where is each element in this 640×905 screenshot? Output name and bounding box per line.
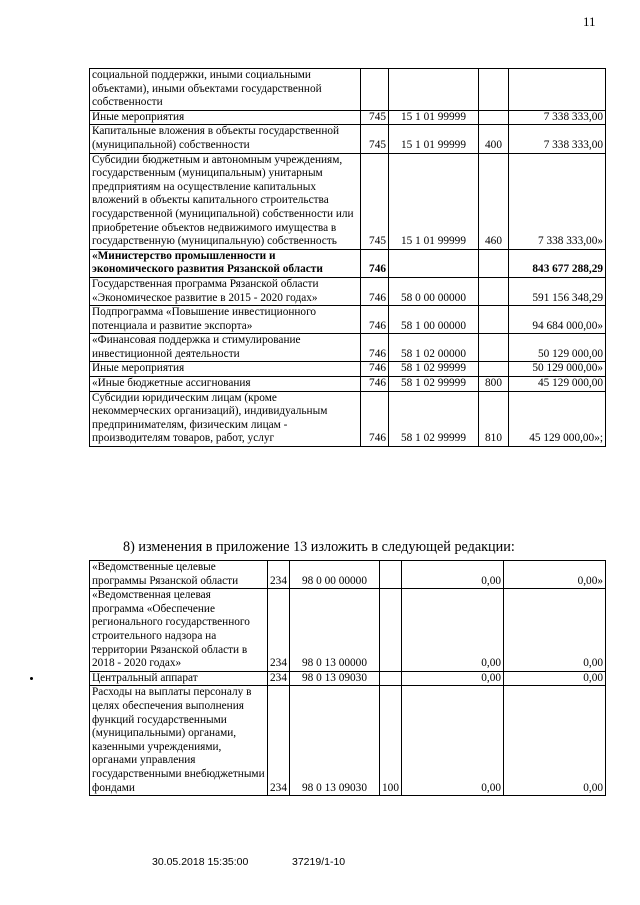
row-name: «Ведомственные целевые программы Рязанской области [90,561,268,589]
row-ved: 745 [361,153,389,249]
row-ved: 746 [361,306,389,334]
row-csr [389,69,479,111]
row-sum-2: 0,00» [504,561,606,589]
row-csr: 98 0 13 09030 [290,671,380,686]
row-ved: 746 [361,391,389,446]
row-sum: 45 129 000,00 [509,377,606,392]
row-sum: 7 338 333,00 [509,110,606,125]
row-name: «Ведомственная целевая программа «Обеспечение регионального государственного строительного надзора на территории Рязанской области в 2018 - 2020 годах» [90,589,268,672]
row-vr [380,671,402,686]
row-name: Капитальные вложения в объекты государственной (муниципальной) собственности [90,125,361,153]
row-vr [479,334,509,362]
row-name: Подпрограмма «Повышение инвестиционного потенциала и развитие экспорта» [90,306,361,334]
row-name: «Финансовая поддержка и стимулирование инвестиционной деятельности [90,334,361,362]
row-ved: 234 [268,561,290,589]
row-vr [479,362,509,377]
row-sum: 843 677 288,29 [509,249,606,277]
row-vr [380,561,402,589]
row-csr: 98 0 00 00000 [290,561,380,589]
row-sum: 50 129 000,00» [509,362,606,377]
row-vr [380,589,402,672]
row-csr: 58 0 00 00000 [389,277,479,305]
row-sum-2: 0,00 [504,589,606,672]
row-sum-1: 0,00 [402,686,504,796]
table-row [90,249,606,277]
row-ved: 234 [268,671,290,686]
row-ved: 746 [361,362,389,377]
row-name: Иные мероприятия [90,110,361,125]
row-vr: 460 [479,153,509,249]
row-vr: 810 [479,391,509,446]
row-vr [479,277,509,305]
row-name: социальной поддержки, иными социальными объектами), иными объектами государственной собственности [90,69,361,111]
scan-dot [30,677,33,680]
row-csr: 58 1 02 00000 [389,334,479,362]
row-csr: 15 1 01 99999 [389,125,479,153]
row-sum: 45 129 000,00»; [509,391,606,446]
row-vr [479,69,509,111]
row-csr: 98 0 13 00000 [290,589,380,672]
row-sum: 7 338 333,00» [509,153,606,249]
row-ved: 746 [361,277,389,305]
row-name: Иные мероприятия [90,362,361,377]
row-name: Государственная программа Рязанской области «Экономическое развитие в 2015 - 2020 годах» [90,277,361,305]
row-name: Центральный аппарат [90,671,268,686]
row-ved: 745 [361,110,389,125]
row-name: «Министерство промышленности и экономического развития Рязанской области [90,249,361,277]
table-row [90,671,606,686]
row-name: Субсидии юридическим лицам (кроме некоммерческих организаций), индивидуальным предпринимателям, физическим лицам - производителям товаров, работ, услуг [90,391,361,446]
row-vr: 100 [380,686,402,796]
row-vr: 800 [479,377,509,392]
table-row [90,362,606,377]
table-row [90,110,606,125]
footer-datetime: 30.05.2018 15:35:00 [152,856,249,868]
table-row [90,561,606,589]
row-sum [509,69,606,111]
row-vr: 400 [479,125,509,153]
table-row [90,125,606,153]
row-name: Субсидии бюджетным и автономным учреждениям, государственным (муниципальным) унитарным предприятиям на осуществление капитальных вложений в объекты капитального строительства государственной (муниципальной) собственности или приобретение объектов недвижимого имущества в государственную (муниципальную) собственность [90,153,361,249]
table-row [90,277,606,305]
row-ved: 745 [361,125,389,153]
table-row [90,334,606,362]
row-csr: 58 1 02 99999 [389,362,479,377]
footer-doc-code: 37219/1-10 [292,856,346,868]
row-sum-2: 0,00 [504,686,606,796]
row-ved: 746 [361,334,389,362]
table-row [90,306,606,334]
row-vr [479,110,509,125]
table-row [90,686,606,796]
table-row [90,589,606,672]
table-row [90,153,606,249]
row-csr: 98 0 13 09030 [290,686,380,796]
row-sum-1: 0,00 [402,561,504,589]
row-csr [389,249,479,277]
row-sum-1: 0,00 [402,589,504,672]
row-csr: 58 1 00 00000 [389,306,479,334]
page-number: 11 [583,14,596,29]
row-vr [479,249,509,277]
row-ved: 234 [268,686,290,796]
row-ved: 746 [361,377,389,392]
row-sum: 50 129 000,00 [509,334,606,362]
row-name: Расходы на выплаты персоналу в целях обеспечения выполнения функций государственными (муниципальными) органами, казенными учреждениями, органами управления государственными внебюджетными фондами [90,686,268,796]
table-row [90,391,606,446]
row-csr: 15 1 01 99999 [389,153,479,249]
row-csr: 58 1 02 99999 [389,391,479,446]
budget-table-1 [89,68,606,447]
row-ved: 746 [361,249,389,277]
table-row [90,69,606,111]
budget-table-2 [89,560,606,796]
row-sum: 7 338 333,00 [509,125,606,153]
row-csr: 15 1 01 99999 [389,110,479,125]
row-ved [361,69,389,111]
row-sum-1: 0,00 [402,671,504,686]
row-name: «Иные бюджетные ассигнования [90,377,361,392]
row-sum: 94 684 000,00» [509,306,606,334]
row-vr [479,306,509,334]
row-ved: 234 [268,589,290,672]
row-sum-2: 0,00 [504,671,606,686]
row-csr: 58 1 02 99999 [389,377,479,392]
section-heading: 8) изменения в приложение 13 изложить в следующей редакции: [123,539,515,555]
table-row [90,377,606,392]
row-sum: 591 156 348,29 [509,277,606,305]
